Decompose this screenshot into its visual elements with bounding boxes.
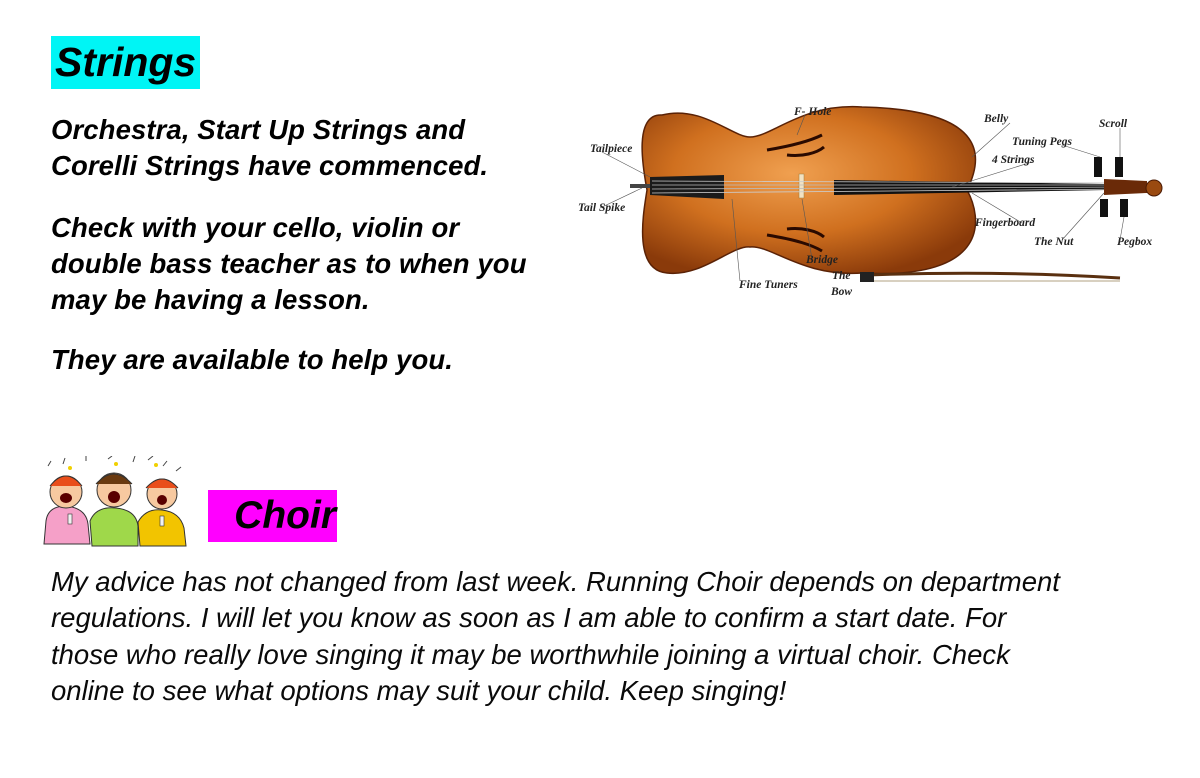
bow-frog: [860, 272, 874, 282]
strings-paragraph-2: Check with your cello, violin or double bass teacher as to when you may be having a lesson.: [51, 212, 527, 315]
strings-paragraph-1: Orchestra, Start Up Strings and Corelli Strings have commenced.: [51, 114, 489, 181]
singing-children-icon: [38, 456, 193, 551]
label-the-nut: The Nut: [1034, 236, 1074, 248]
choir-heading: Choir: [208, 490, 337, 542]
tuning-peg-3: [1100, 199, 1108, 217]
label-tailpiece: Tailpiece: [590, 143, 633, 155]
label-f-hole: F- Hole: [794, 106, 832, 118]
tuning-peg-4: [1120, 199, 1128, 217]
strings-paragraph-3: They are available to help you.: [51, 344, 453, 375]
label-pegbox: Pegbox: [1117, 236, 1153, 248]
bridge: [799, 174, 804, 198]
label-the-bow-2: Bow: [831, 286, 853, 298]
label-belly: Belly: [984, 113, 1009, 125]
pegbox: [1104, 179, 1147, 195]
label-fine-tuners: Fine Tuners: [739, 279, 798, 291]
tail-spike: [630, 184, 652, 188]
strings-heading: Strings: [51, 36, 200, 89]
bow-stick: [867, 273, 1120, 278]
label-the-bow-1: The: [832, 270, 851, 282]
strings-text: [51, 112, 571, 404]
label-bridge: Bridge: [806, 254, 838, 266]
label-tuning-pegs: Tuning Pegs: [1012, 136, 1072, 148]
label-tail-spike: Tail Spike: [578, 202, 626, 214]
tailpiece: [650, 175, 724, 199]
tuning-peg-2: [1115, 157, 1123, 177]
label-scroll: Scroll: [1099, 118, 1128, 130]
choir-paragraph: My advice has not changed from last week. Running Choir depends on department regulations. I will let you know as soon as I am able to confirm a start date. For those who really love singing it may be worthwhile joining a virtual choir. Check online to see what options may suit your child. Keep singing!: [51, 566, 1060, 707]
scroll: [1146, 180, 1162, 196]
cello-diagram: [572, 95, 1172, 310]
label-four-strings: 4 Strings: [992, 154, 1035, 166]
tuning-peg-1: [1094, 157, 1102, 177]
label-fingerboard: Fingerboard: [975, 217, 1036, 229]
